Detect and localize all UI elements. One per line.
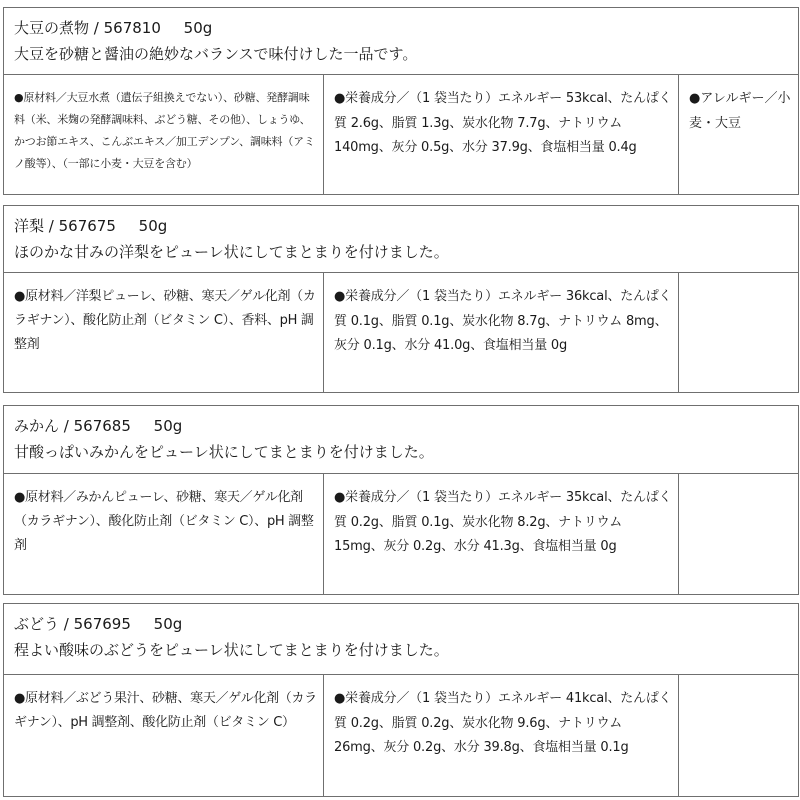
product-code: / 567695 — [63, 615, 131, 633]
ingredients-cell — [4, 273, 324, 393]
allergy-cell — [679, 273, 798, 393]
product-weight: 50g — [153, 615, 183, 633]
ingredients-text: ●原材料／みかんピューレ、砂糖、寒天／ゲル化剤（カラギナン）、酸化防止剤（ビタミン C）、pH 調整剤 — [14, 490, 314, 553]
product-header — [4, 8, 798, 75]
nutrition-cell — [324, 474, 679, 595]
product-name: 洋梨 — [14, 217, 45, 235]
product-description: 甘酸っぱいみかんをピューレ状にしてまとまりを付けました。 — [14, 443, 434, 461]
product-name: ぶどう — [14, 615, 60, 633]
nutrition-cell — [324, 273, 679, 393]
product-description: 程よい酸味のぶどうをピューレ状にしてまとまりを付けました。 — [14, 641, 449, 659]
nutrition-cell — [324, 75, 679, 195]
product-block-pear — [3, 205, 799, 393]
product-code: / 567810 — [93, 19, 161, 37]
product-weight: 50g — [183, 19, 213, 37]
nutrition-text: ●栄養成分／（1 袋当たり）エネルギー 41kcal、たんぱく質 0.2g、脂質 0.2g、炭水化物 9.6g、ナトリウム 26mg、灰分 0.2g、水分 39.8g、食塩相当量 0.1g — [334, 691, 672, 755]
product-details-row — [4, 75, 798, 195]
nutrition-text: ●栄養成分／（1 袋当たり）エネルギー 53kcal、たんぱく質 2.6g、脂質 1.3g、炭水化物 7.7g、ナトリウム 140mg、灰分 0.5g、水分 37.9g、食塩相当量 0.4g — [334, 91, 672, 155]
product-code: / 567675 — [48, 217, 116, 235]
product-block-grape — [3, 603, 799, 797]
ingredients-text: ●原材料／ぶどう果汁、砂糖、寒天／ゲル化剤（カラギナン）、pH 調整剤、酸化防止剤（ビタミン C） — [14, 691, 317, 730]
product-description: 大豆を砂糖と醤油の絶妙なバランスで味付けした一品です。 — [14, 45, 418, 63]
product-code: / 567685 — [63, 417, 131, 435]
ingredients-cell — [4, 675, 324, 796]
nutrition-text: ●栄養成分／（1 袋当たり）エネルギー 35kcal、たんぱく質 0.2g、脂質 0.1g、炭水化物 8.2g、ナトリウム 15mg、灰分 0.2g、水分 41.3g、食塩相当量 0g — [334, 490, 672, 554]
product-title — [14, 415, 798, 437]
ingredients-text: ●原材料／洋梨ピューレ、砂糖、寒天／ゲル化剤（カラギナン）、酸化防止剤（ビタミン C）、香料、pH 調整剤 — [14, 289, 316, 352]
allergy-cell — [679, 75, 798, 195]
nutrition-text: ●栄養成分／（1 袋当たり）エネルギー 36kcal、たんぱく質 0.1g、脂質 0.1g、炭水化物 8.7g、ナトリウム 8mg、灰分 0.1g、水分 41.0g、食塩相当量 0g — [334, 289, 672, 353]
product-block-soybean — [3, 7, 799, 195]
product-description: ほのかな甘みの洋梨をピューレ状にしてまとまりを付けました。 — [14, 243, 449, 261]
product-weight: 50g — [138, 217, 168, 235]
product-header — [4, 406, 798, 474]
allergy-cell — [679, 675, 798, 796]
product-block-mandarin — [3, 405, 799, 595]
allergy-cell — [679, 474, 798, 595]
product-title — [14, 613, 798, 635]
product-header — [4, 604, 798, 675]
ingredients-cell — [4, 474, 324, 595]
product-name: みかん — [14, 417, 60, 435]
nutrition-cell — [324, 675, 679, 796]
ingredients-text: ●原材料／大豆水煮（遺伝子組換えでない）、砂糖、発酵調味料（米、米麹の発酵調味料、ぶどう糖、その他）、しょうゆ、かつお節エキス、こんぶエキス／加工デンプン、調味料（アミノ酸等）、（一部に小麦・大豆を含む） — [14, 91, 315, 170]
product-weight: 50g — [153, 417, 183, 435]
product-name: 大豆の煮物 — [14, 19, 90, 37]
ingredients-cell — [4, 75, 324, 195]
product-details-row — [4, 474, 798, 595]
product-title — [14, 215, 798, 237]
product-details-row — [4, 675, 798, 796]
product-header — [4, 206, 798, 273]
allergy-text: ●アレルギー／小麦・大豆 — [689, 91, 791, 131]
product-details-row — [4, 273, 798, 393]
product-title — [14, 17, 798, 39]
